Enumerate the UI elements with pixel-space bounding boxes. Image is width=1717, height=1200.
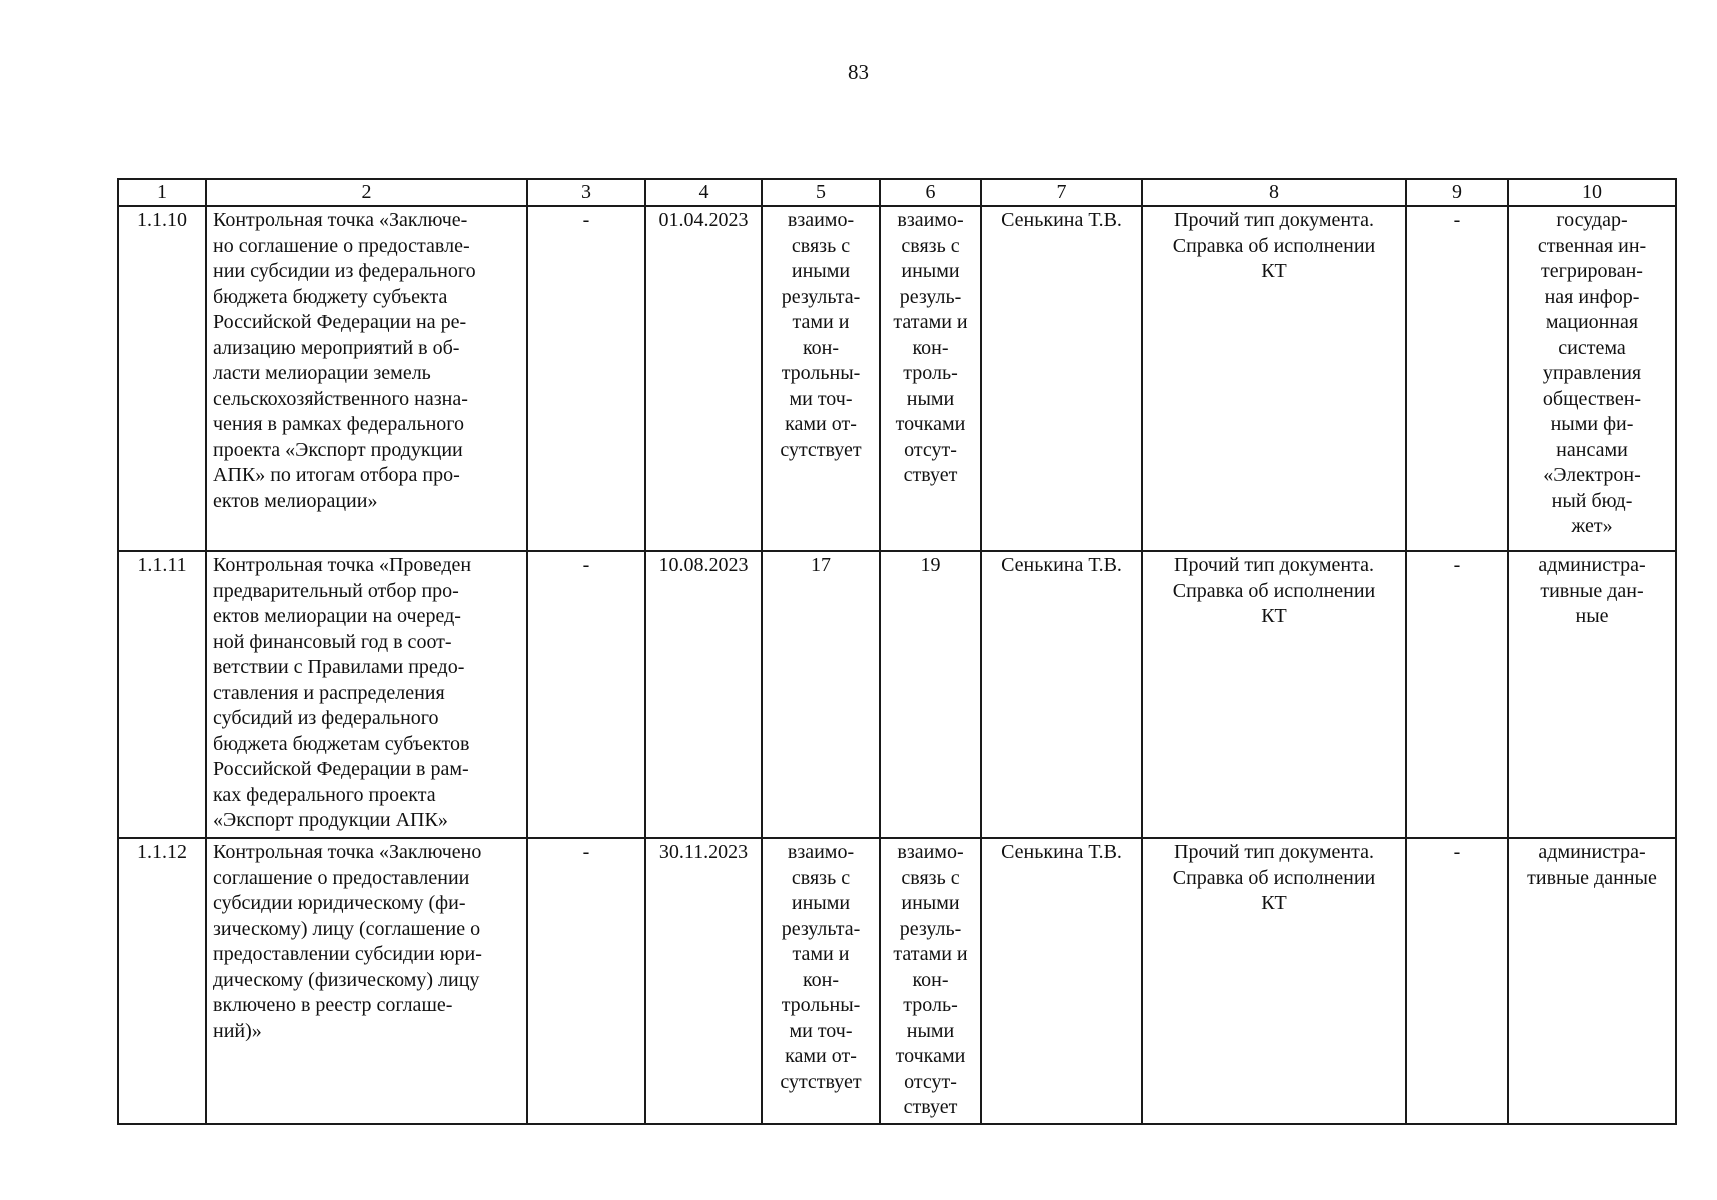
header-col-8: 8: [1142, 179, 1406, 206]
header-col-3: 3: [527, 179, 645, 206]
header-row: [118, 179, 1676, 206]
col3-cell: -: [527, 551, 645, 838]
header-col-4: 4: [645, 179, 762, 206]
header-col-9: 9: [1406, 179, 1508, 206]
col5-cell: взаимо- связь с иными результа- тами и кон- трольны- ми точ- ками от- сутствует: [762, 206, 880, 551]
col5-cell: 17: [762, 551, 880, 838]
row-number-cell: 1.1.10: [118, 206, 206, 551]
col6-cell: взаимо- связь с иными резуль- татами и кон- троль- ными точками отсут- ствует: [880, 206, 981, 551]
source-cell: администра- тивные данные: [1508, 838, 1676, 1124]
table-row: [118, 551, 1676, 838]
source-cell: администра- тивные дан- ные: [1508, 551, 1676, 838]
document-cell: Прочий тип документа. Справка об исполнении КТ: [1142, 206, 1406, 551]
document-cell: Прочий тип документа. Справка об исполнении КТ: [1142, 551, 1406, 838]
date-cell: 30.11.2023: [645, 838, 762, 1124]
table-row: [118, 838, 1676, 1124]
col9-cell: -: [1406, 838, 1508, 1124]
col6-cell: взаимо- связь с иными резуль- татами и кон- троль- ными точками отсут- ствует: [880, 838, 981, 1124]
col9-cell: -: [1406, 206, 1508, 551]
page-number: 83: [848, 60, 869, 84]
responsible-cell: Сенькина Т.В.: [981, 838, 1142, 1124]
row-number-cell: 1.1.12: [118, 838, 206, 1124]
responsible-cell: Сенькина Т.В.: [981, 551, 1142, 838]
control-point-name-cell: Контрольная точка «Заключено соглашение о предоставлении субсидии юридическому (фи- зическому) лицу (соглашение о предоставлении субсидии юри- дическому (физическому) лицу включено в реестр соглаше- ний)»: [206, 838, 527, 1124]
control-points-table: [117, 178, 1677, 1125]
col3-cell: -: [527, 206, 645, 551]
control-point-name-cell: Контрольная точка «Заключе- но соглашение о предоставле- нии субсидии из федерального бюджета бюджету субъекта Российской Федерации на ре- ализацию мероприятий в об- ласти мелиорации земель сельскохозяйственного назна- чения в рамках федерального проекта «Экспорт продукции АПК» по итогам отбора про- ектов мелиорации»: [206, 206, 527, 551]
col3-cell: -: [527, 838, 645, 1124]
header-col-7: 7: [981, 179, 1142, 206]
table-row: [118, 206, 1676, 551]
row-number-cell: 1.1.11: [118, 551, 206, 838]
date-cell: 10.08.2023: [645, 551, 762, 838]
header-col-6: 6: [880, 179, 981, 206]
header-col-10: 10: [1508, 179, 1676, 206]
col9-cell: -: [1406, 551, 1508, 838]
header-col-1: 1: [118, 179, 206, 206]
document-cell: Прочий тип документа. Справка об исполнении КТ: [1142, 838, 1406, 1124]
col6-cell: 19: [880, 551, 981, 838]
control-point-name-cell: Контрольная точка «Проведен предварительный отбор про- ектов мелиорации на очеред- ной финансовый год в соот- ветствии с Правилами предо- ставления и распределения субсидий из федерального бюджета бюджетам субъектов Российской Федерации в рам- ках федерального проекта «Экспорт продукции АПК»: [206, 551, 527, 838]
date-cell: 01.04.2023: [645, 206, 762, 551]
source-cell: государ- ственная ин- тегрирован- ная инфор- мационная система управления обществен- ными фи- нансами «Электрон- ный бюд- жет»: [1508, 206, 1676, 551]
responsible-cell: Сенькина Т.В.: [981, 206, 1142, 551]
header-col-5: 5: [762, 179, 880, 206]
header-col-2: 2: [206, 179, 527, 206]
col5-cell: взаимо- связь с иными результа- тами и кон- трольны- ми точ- ками от- сутствует: [762, 838, 880, 1124]
